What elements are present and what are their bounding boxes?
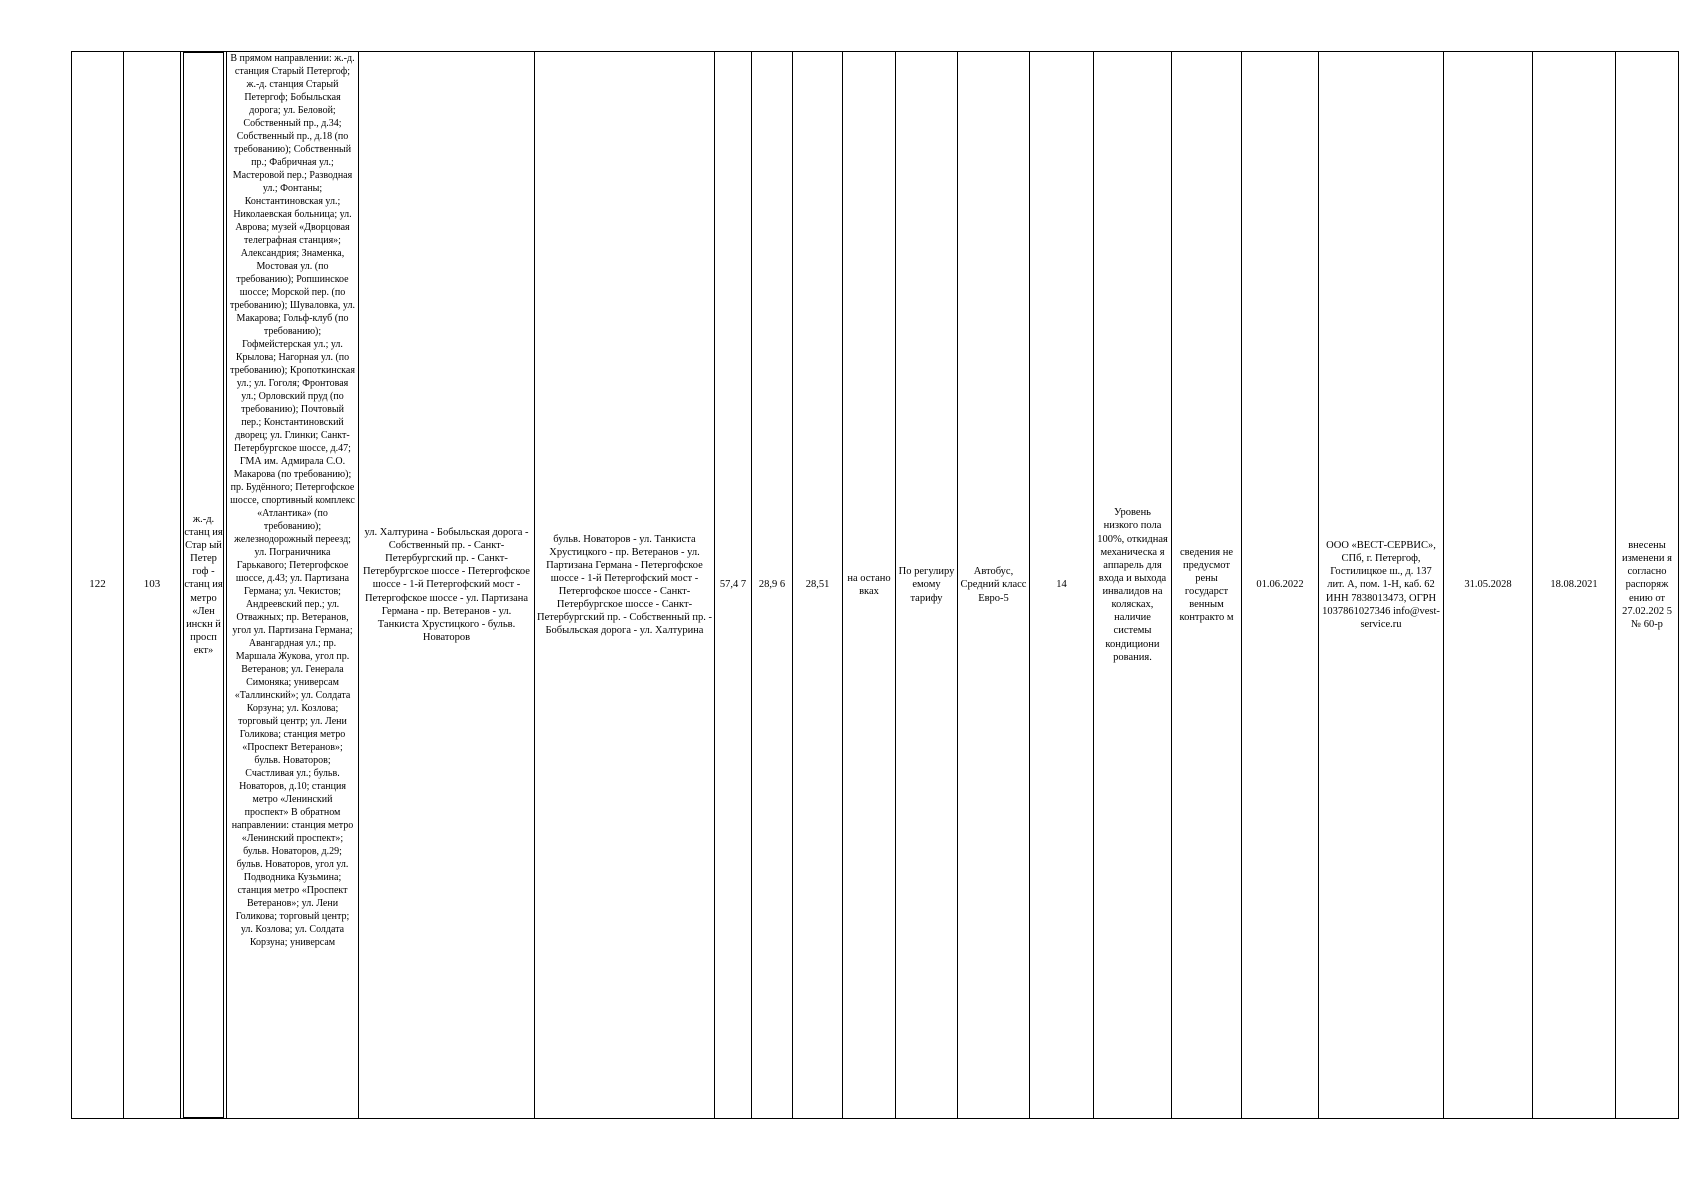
characteristics-cell bbox=[1094, 52, 1172, 1119]
tariff-cell bbox=[896, 52, 958, 1119]
length-backward-cell bbox=[752, 52, 793, 1119]
end-date-cell bbox=[1444, 52, 1533, 1119]
streets-forward-cell bbox=[359, 52, 535, 1119]
start-date-cell bbox=[1242, 52, 1319, 1119]
contract-info-cell bbox=[1172, 52, 1242, 1119]
vehicle-cell bbox=[958, 52, 1030, 1119]
boarding-order: на остано вках bbox=[847, 572, 891, 597]
vehicle-count-cell bbox=[1030, 52, 1094, 1119]
route-number-cell bbox=[124, 52, 181, 1119]
length-forward: 57,4 7 bbox=[719, 579, 747, 591]
streets-backward: бульв. Новаторов - ул. Танкиста Хрустицкого - пр. Ветеранов - ул. Партизана Германа - Петергофское шоссе - 1-й Петергофский мост - Петергофское шоссе - Санкт-Петербургское шоссе - Санкт-Петербургский пр. - Собственный пр. - Бобыльская дорога - ул. Халтурина bbox=[537, 533, 712, 637]
decision-date-cell bbox=[1533, 52, 1616, 1119]
length-total: 28,51 bbox=[805, 579, 830, 591]
length-forward-cell bbox=[715, 52, 752, 1119]
tariff: По регулиру емому тарифу bbox=[898, 566, 955, 604]
vehicle-characteristics: Уровень низкого пола 100%, откидная механическа я аппарель для входа и выхода инвалидов на колясках, наличие системы кондициони рования. bbox=[1097, 507, 1168, 663]
length-total-cell bbox=[793, 52, 843, 1119]
streets-backward-cell bbox=[535, 52, 715, 1119]
streets-forward: ул. Халтурина - Бобыльская дорога - Собственный пр. - Санкт-Петербургский пр. - Санкт-Петербургское шоссе - Петергофское шоссе - 1-й Петергофский мост - Петергофское шоссе - ул. Партизана Германа - пр. Ветеранов - ул. Танкиста Хрустицкого - бульв. Новаторов bbox=[363, 526, 530, 643]
registry-number-cell bbox=[72, 52, 124, 1119]
start-date: 01.06.2022 bbox=[1256, 579, 1304, 591]
contract-info: сведения не предусмот рены государст венным контракто м bbox=[1179, 546, 1234, 624]
vehicle-count: 14 bbox=[1056, 579, 1067, 591]
route-name-cell bbox=[181, 52, 227, 1119]
vehicle-type: Автобус, Средний класс Евро-5 bbox=[960, 566, 1027, 604]
table-row bbox=[72, 52, 1679, 1119]
stops-list: В прямом направлении: ж.-д. станция Старый Петергоф; ж.-д. станция Старый Петергоф; Бобыльская дорога; ул. Беловой; Собственный пр., д.34; Собственный пр., д.18 (по требованию); Собственный пр.; Фабричная ул.; Мастеровой пер.; Разводная ул.; Фонтаны; Константиновская ул.; Николаевская больница; ул. Аврова; музей «Дворцовая телеграфная станция»; Александрия; Знаменка, Мостовая ул. (по требованию); Ропшинское шоссе; Морской пер. (по требованию); Шуваловка, ул. Макарова; Гольф-клуб (по требованию); Гофмейстерская ул.; ул. Крылова; Нагорная ул. (по требованию); Кропоткинская ул.; ул. Гоголя; Фронтовая ул.; Орловский пруд (по требованию); Почтовый пер.; Константиновский дворец; ул. Глинки; Санкт-Петербургское шоссе, д.47; ГМА им. Адмирала С.О. Макарова (по требованию); пр. Будённого; Петергофское шоссе, спортивный комплекс «Атлантика» (по требованию); железнодорожный переезд; ул. Пограничника Гарькавого; Петергофское шоссе, д.43; ул. Партизана Германа; ул. Чекистов; Андреевский пер.; ул. Отважных; пр. Ветеранов, угол ул. Партизана Германа; Авангардная ул.; пр. Маршала Жукова, угол пр. Ветеранов; ул. Генерала Симоняка; универсам «Таллинский»; ул. Солдата Корзуна; ул. Козлова; торговый центр; ул. Лени Голикова; станция метро «Проспект Ветеранов»; бульв. Новаторов; Счастливая ул.; бульв. Новаторов, д.10; станция метро «Ленинский проспект» В обратном направлении: станция метро «Ленинский проспект»; бульв. Новаторов, д.29; бульв. Новаторов, угол ул. Подводника Кузьмина; станция метро «Проспект Ветеранов»; ул. Лени Голикова; торговый центр; ул. Козлова; ул. Солдата Корзуна; универсам bbox=[230, 53, 355, 948]
end-date: 31.05.2028 bbox=[1464, 579, 1512, 591]
route-name-frame bbox=[183, 52, 224, 1118]
notes: внесены изменени я согласно распоряж ению от 27.02.202 5 № 60-р bbox=[1622, 540, 1672, 630]
notes-cell bbox=[1616, 52, 1679, 1119]
carrier-info: ООО «ВЕСТ-СЕРВИС», СПб, г. Петергоф, Гостилицкое ш., д. 137 лит. А, пом. 1-Н, каб. 62 ИНН 7838013473, ОГРН 1037861027346 info@vest-service.ru bbox=[1322, 540, 1440, 630]
stops-cell bbox=[227, 52, 359, 1119]
carrier-cell bbox=[1319, 52, 1444, 1119]
route-name: ж.-д. станц ия Стар ый Петер гоф - станц ия метро «Лен инскн й просп ект» bbox=[184, 513, 223, 657]
registry-number: 122 bbox=[89, 578, 106, 591]
route-registry-table bbox=[71, 51, 1679, 1119]
decision-date: 18.08.2021 bbox=[1550, 579, 1598, 591]
route-number: 103 bbox=[143, 578, 161, 591]
boarding-order-cell bbox=[843, 52, 896, 1119]
length-backward: 28,9 6 bbox=[758, 579, 786, 591]
